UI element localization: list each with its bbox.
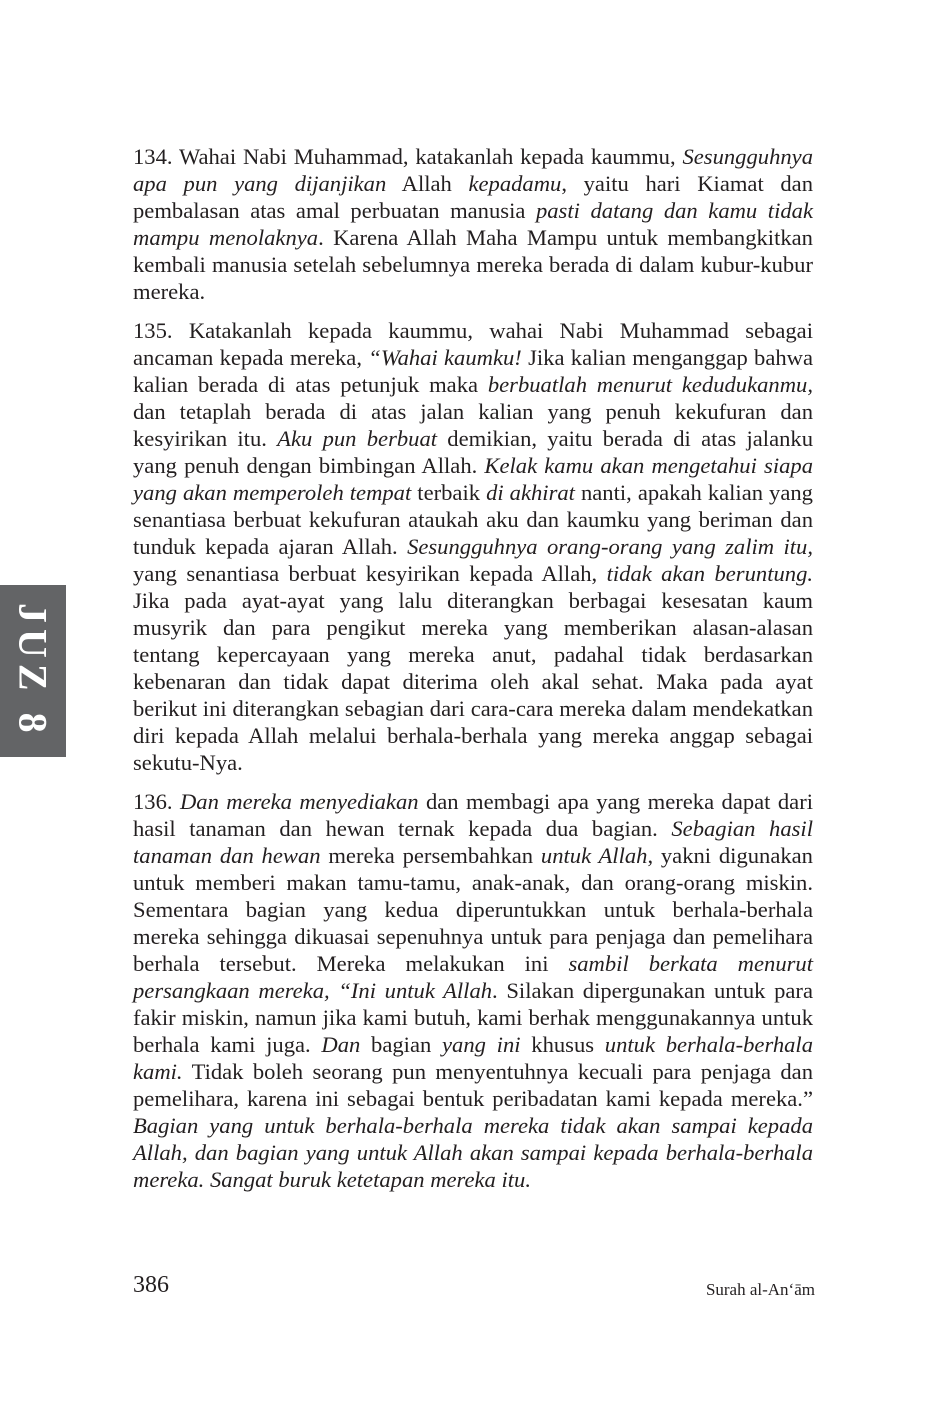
text-run: yang senantiasa berbuat kesyirikan kepada Allah, [133,561,607,586]
text-run: . Silakan dipergunakan untuk para fakir miskin, namun jika kami butuh, kami berhak menggunakannya untuk berhala kami juga. [133,978,813,1057]
page-number: 386 [133,1272,169,1298]
text-run: , yaitu hari Kiamat dan pembalasan atas amal perbuatan manusia [133,171,813,223]
italic-text-run: untuk berhala-berhala kami. [133,1032,814,1084]
italic-text-run: berbuatlah menurut kedudukanmu, [487,372,813,397]
italic-text-run: Bagian yang untuk berhala-berhala mereka tidak akan sampai kepada Allah, dan bagian yang untuk Allah akan sampai kepada berhala-berhala mereka. Sangat buruk ketetapan mereka itu. [133,1113,813,1192]
text-run: dan tetaplah berada di atas jalan kalian yang penuh kekufuran dan kesyirikan itu. [133,399,813,451]
italic-text-run: Sesungguhnya apa pun yang dijanjikan [133,144,813,196]
juz-side-tab [0,585,66,757]
text-run: 135. Katakanlah kepada kaummu, wahai Nabi Muhammad sebagai ancaman kepada mereka, [133,318,813,370]
italic-text-run: Dan [321,1032,361,1057]
text-run: mereka persembahkan [320,843,541,868]
verse-134-commentary [133,143,813,305]
italic-text-run: tidak akan beruntung. [606,561,814,586]
juz-label: JUZ 8 [10,603,56,739]
tafsir-body [133,143,813,1205]
text-run: 136. [133,789,180,814]
text-run: 134. Wahai Nabi Muhammad, katakanlah kepada kaummu, [133,144,683,169]
text-run: , yakni digunakan untuk memberi makan tamu-tamu, anak-anak, dan orang-orang miskin. Sementara bagian yang kedua diperuntukkan untuk berhala-berhala mereka sehingga dikuasai sepenuhnya untuk para penjaga dan pemelihara berhala tersebut. Mereka melakukan ini [133,843,813,976]
italic-text-run: Sebagian hasil tanaman dan hewan [133,816,813,868]
italic-text-run: pasti datang dan kamu tidak mampu menolaknya [133,198,813,250]
text-run: Jika kalian menganggap bahwa kalian berada di atas petunjuk maka [133,345,813,397]
text-run: . Karena Allah Maha Mampu untuk membangkitkan kembali manusia setelah sebelumnya mereka berada di dalam kubur-kubur mereka. [133,225,813,304]
italic-text-run: Sesungguhnya orang-orang yang zalim itu, [407,534,813,559]
italic-text-run: Dan mereka menyediakan [179,789,419,814]
italic-text-run: di akhirat [486,480,575,505]
italic-text-run: “Wahai kaumku! [368,345,522,370]
text-run: Jika pada ayat-ayat yang lalu diterangkan berbagai kesesatan kaum musyrik dan para pengikut mereka yang memberikan alasan-alasan tentang kepercayaan yang mereka anut, padahal tidak berdasarkan kebenaran dan tidak dapat diterima oleh akal sehat. Maka pada ayat berikut ini diterangkan sebagian dari cara-cara mereka dalam mendekatkan diri kepada Allah melalui berhala-berhala yang mereka anggap sebagai sekutu-Nya. [133,588,813,775]
text-run: terbaik [411,480,487,505]
text-run: Allah [386,171,469,196]
text-run: nanti, apakah kalian yang senantiasa berbuat kekufuran ataukah aku dan kaumku yang beriman dan tunduk kepada ajaran Allah. [133,480,813,559]
text-run: dan membagi apa yang mereka dapat dari hasil tanaman dan hewan ternak kepada dua bagian. [133,789,813,841]
text-run: Tidak boleh seorang pun menyentuhnya kecuali para penjaga dan pemelihara, karena ini sebagai bentuk peribadatan kami kepada mereka.” [133,1059,813,1111]
italic-text-run: kepadamu [468,171,562,196]
verse-135-commentary [133,317,813,776]
text-run: khusus [520,1032,605,1057]
verse-136-commentary [133,788,813,1193]
italic-text-run: Kelak kamu akan mengetahui siapa yang akan memperoleh tempat [133,453,813,505]
text-run: bagian [360,1032,443,1057]
italic-text-run: untuk Allah [540,843,648,868]
text-run: demikian, yaitu berada di atas jalanku yang penuh dengan bimbingan Allah. [133,426,813,478]
surah-name: Surah al-An‘ām [705,1280,815,1299]
italic-text-run: Aku pun berbuat [277,426,438,451]
italic-text-run: sambil berkata menurut persangkaan mereka, “Ini untuk Allah [133,951,813,1003]
italic-text-run: yang ini [442,1032,521,1057]
